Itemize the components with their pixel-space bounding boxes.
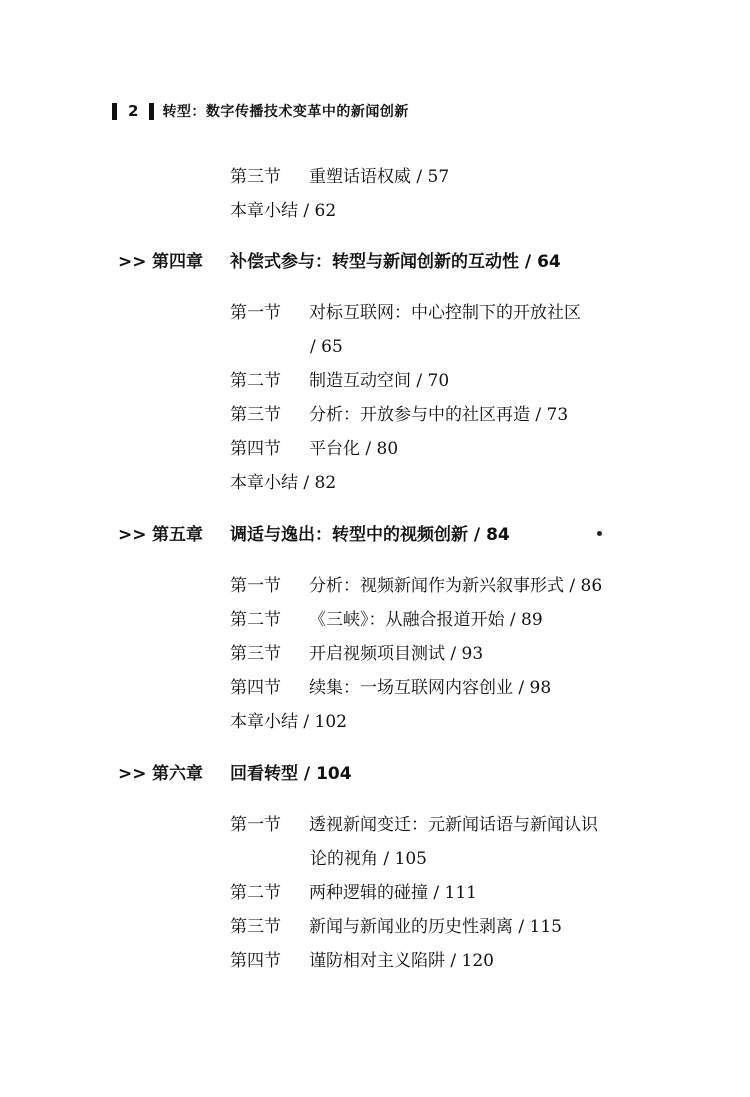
page-ref: 70: [427, 371, 450, 391]
chapter-number: 第四章: [152, 252, 203, 272]
section-title: 分析：开放参与中的社区再造: [309, 405, 530, 425]
toc-section-line: [230, 916, 562, 938]
page-ref: 104: [316, 764, 352, 784]
chapter-title: 回看转型: [230, 764, 298, 784]
section-number: 第一节: [230, 815, 281, 835]
toc-summary-line: [230, 200, 336, 222]
section-title: 制造互动空间: [309, 371, 411, 391]
summary-title: 本章小结: [230, 201, 298, 221]
page-ref: 84: [486, 525, 510, 545]
toc-section-line: [230, 438, 398, 460]
toc-chapter-line: [118, 251, 561, 273]
page-ref: 98: [529, 678, 552, 698]
toc-section-line: [230, 404, 568, 426]
section-title: 开启视频项目测试: [309, 644, 445, 664]
toc-summary-line: [230, 472, 336, 494]
page-separator: /: [569, 576, 581, 596]
running-header: [112, 101, 409, 121]
section-number: 第一节: [230, 303, 281, 323]
page-separator: /: [450, 951, 462, 971]
page-ref: 86: [580, 576, 603, 596]
section-title: 新闻与新闻业的历史性剥离: [309, 917, 513, 937]
section-title: 《三峡》：从融合报道开始: [309, 610, 505, 630]
chapter-arrow: >>: [118, 525, 147, 545]
toc-section-line: [230, 950, 494, 972]
chapter-title: 调适与逸出：转型中的视频创新: [230, 525, 468, 545]
page-separator: /: [383, 849, 395, 869]
page-separator: /: [416, 167, 428, 187]
toc-section-line: [230, 370, 449, 392]
page-separator: /: [365, 439, 377, 459]
page-separator: /: [518, 678, 530, 698]
stray-dot: [597, 531, 602, 536]
section-number: 第四节: [230, 951, 281, 971]
page-ref: 93: [461, 644, 484, 664]
toc-section-line: [230, 882, 477, 904]
toc-section-line: [230, 575, 602, 597]
section-number: 第四节: [230, 678, 281, 698]
toc-section-line: [230, 609, 543, 631]
toc-chapter-line: [118, 524, 510, 546]
page-separator: /: [473, 525, 487, 545]
page-separator: /: [310, 337, 322, 357]
section-title: 透视新闻变迁：元新闻话语与新闻认识: [309, 815, 598, 835]
header-divider-bar: [149, 103, 154, 120]
toc-section-line: [230, 302, 581, 324]
page-ref: 65: [321, 337, 343, 357]
toc-cont-line: [310, 336, 343, 358]
page-separator: /: [303, 712, 315, 732]
page-ref: 73: [546, 405, 569, 425]
section-title: 平台化: [309, 439, 360, 459]
page-ref: 89: [521, 610, 543, 630]
page-separator: /: [524, 252, 538, 272]
page-separator: /: [433, 883, 445, 903]
toc-summary-line: [230, 711, 347, 733]
toc-section-line: [230, 166, 449, 188]
chapter-title: 补偿式参与：转型与新闻创新的互动性: [230, 252, 519, 272]
section-title: 重塑话语权威: [309, 167, 411, 187]
section-title: 对标互联网：中心控制下的开放社区: [309, 303, 581, 323]
continued-title: 论的视角: [310, 849, 378, 869]
toc-section-line: [230, 814, 598, 836]
section-title: 谨防相对主义陷阱: [309, 951, 445, 971]
page-separator: /: [535, 405, 547, 425]
page-ref: 62: [314, 201, 337, 221]
toc-section-line: [230, 643, 483, 665]
page-ref: 57: [427, 167, 450, 187]
section-number: 第三节: [230, 405, 281, 425]
section-title: 分析：视频新闻作为新兴叙事形式: [309, 576, 564, 596]
page-ref: 115: [529, 917, 562, 937]
page-separator: /: [509, 610, 522, 630]
header-left-bar: [112, 103, 117, 120]
page-ref: 80: [376, 439, 399, 459]
page-separator: /: [518, 917, 530, 937]
page-separator: /: [303, 473, 315, 493]
section-number: 第三节: [230, 917, 281, 937]
chapter-arrow: >>: [118, 252, 147, 272]
chapter-arrow: >>: [118, 764, 147, 784]
chapter-number: 第六章: [152, 764, 203, 784]
section-number: 第二节: [230, 610, 281, 630]
page-separator: /: [303, 201, 315, 221]
section-number: 第三节: [230, 167, 281, 187]
page-ref: 82: [314, 473, 337, 493]
toc-section-line: [230, 677, 551, 699]
section-title: 续集：一场互联网内容创业: [309, 678, 513, 698]
summary-title: 本章小结: [230, 712, 298, 732]
section-number: 第三节: [230, 644, 281, 664]
section-number: 第二节: [230, 883, 281, 903]
page-ref: 64: [537, 252, 561, 272]
section-title: 两种逻辑的碰撞: [309, 883, 428, 903]
page-ref: 120: [461, 951, 494, 971]
page-separator: /: [416, 371, 428, 391]
page-ref: 102: [314, 712, 347, 732]
section-number: 第二节: [230, 371, 281, 391]
toc-chapter-line: [118, 763, 352, 785]
summary-title: 本章小结: [230, 473, 298, 493]
section-number: 第一节: [230, 576, 281, 596]
chapter-number: 第五章: [152, 525, 203, 545]
toc-cont-line: [310, 848, 427, 870]
book-title: 转型：数字传播技术变革中的新闻创新: [162, 104, 409, 120]
page-ref: 105: [394, 849, 427, 869]
page-separator: /: [450, 644, 462, 664]
section-number: 第四节: [230, 439, 281, 459]
page-ref: 111: [444, 883, 477, 903]
page-separator: /: [303, 764, 317, 784]
page-number: 2: [128, 102, 139, 120]
